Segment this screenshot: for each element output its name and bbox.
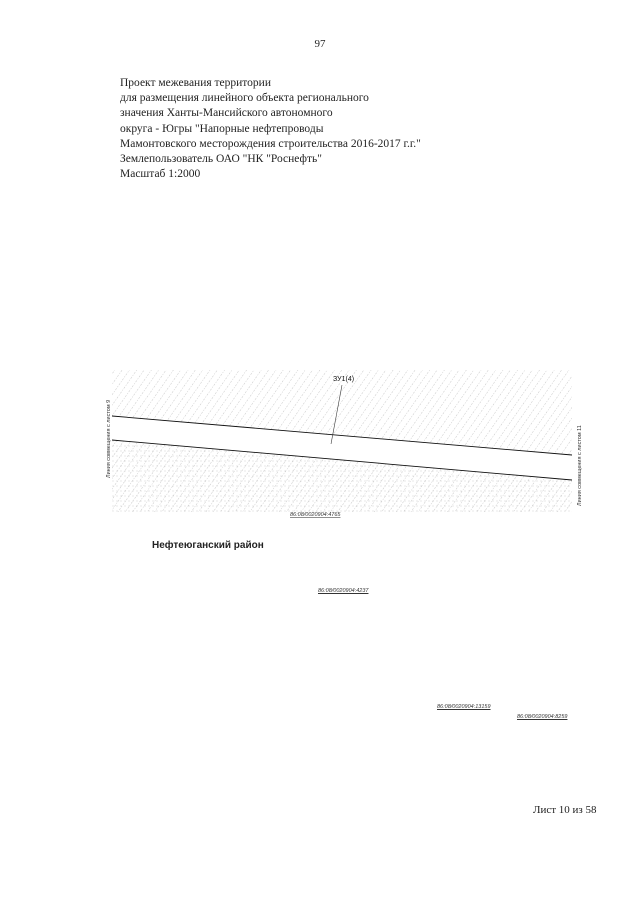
dotted-area-south: [112, 440, 572, 512]
parcel-number-label: 86:08/0020904:4765: [290, 512, 341, 518]
match-line-label-left: Линия совмещения с листом 9: [106, 399, 112, 478]
parcel-number-label: 86:08/0020904:4237: [318, 588, 369, 594]
scale-label: Масштаб 1:2000: [120, 168, 201, 181]
header-line: округа - Югры "Напорные нефтепроводы: [120, 122, 324, 135]
header-line: Землепользователь ОАО "НК "Роснефть": [120, 153, 322, 166]
header-line: Мамонтовского месторождения строительства 2016-2017 г.г.": [120, 137, 421, 150]
parcel-number-label: 86:08/0020904:8259: [517, 714, 568, 720]
district-label: Нефтеюганский район: [152, 540, 264, 551]
sheet-number: Лист 10 из 58: [533, 804, 597, 816]
map-drawing: [0, 355, 640, 525]
parcel-number-label: 86:08/0020904:13159: [437, 704, 491, 710]
document-header: [120, 76, 421, 182]
match-line-label-right: Линия совмещения с листом 11: [577, 425, 583, 506]
header-line: Проект межевания территории: [120, 77, 271, 89]
header-line: для размещения линейного объекта регионального: [120, 92, 369, 105]
header-line: значения Ханты-Мансийского автономного: [120, 107, 333, 120]
plot-label: ЗУ1(4): [333, 376, 355, 383]
page-number: 97: [314, 38, 326, 50]
